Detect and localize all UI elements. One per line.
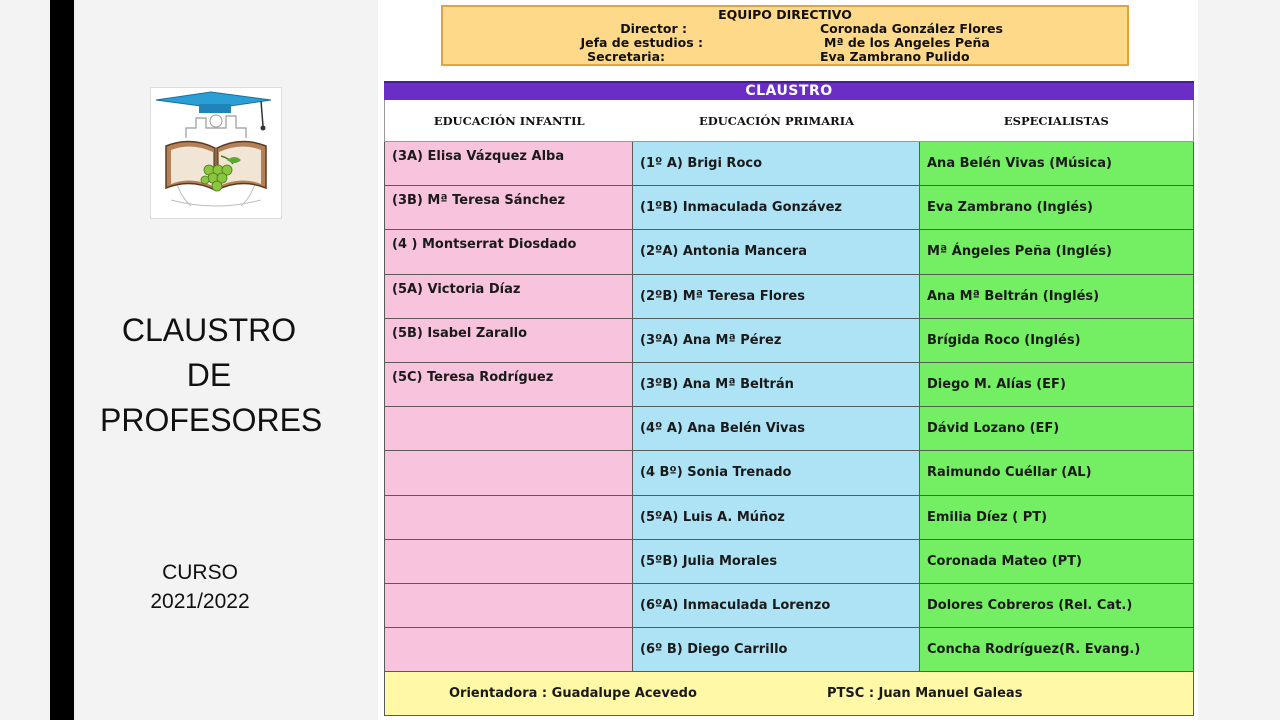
slide-title <box>100 308 323 443</box>
cell-primaria: (4º A) Ana Belén Vivas <box>633 407 920 451</box>
table-row <box>384 186 1194 230</box>
cell-primaria: (5ºB) Julia Morales <box>633 540 920 584</box>
cell-primaria: (6ºA) Inmaculada Lorenzo <box>633 584 920 628</box>
cell-infantil <box>384 407 633 451</box>
right-margin <box>1198 0 1280 720</box>
table-row <box>384 540 1194 584</box>
header-infantil: EDUCACIÓN INFANTIL <box>433 113 585 128</box>
equipo-role: Secretaria: <box>587 49 665 64</box>
cell-infantil <box>384 628 633 672</box>
header-especialistas: ESPECIALISTAS <box>1003 113 1109 128</box>
cell-infantil: (3B) Mª Teresa Sánchez <box>384 186 633 230</box>
equipo-role: Jefa de estudios : <box>580 35 703 50</box>
table-row <box>384 230 1194 274</box>
cell-especialista: Eva Zambrano (Inglés) <box>920 186 1194 230</box>
claustro-title: CLAUSTRO <box>384 81 1194 100</box>
table-row <box>384 363 1194 407</box>
claustro-table <box>384 81 1194 716</box>
slide-title-line-1: CLAUSTRO <box>121 312 297 348</box>
cell-especialista: Emilia Díez ( PT) <box>920 496 1194 540</box>
curso-block <box>130 558 270 616</box>
equipo-name: Mª de los Angeles Peña <box>824 35 990 50</box>
slide-title-line-3: PROFESORES <box>100 402 323 438</box>
equipo-name: Eva Zambrano Pulido <box>820 49 970 64</box>
cell-infantil <box>384 451 633 495</box>
claustro-rows <box>384 142 1194 672</box>
equipo-row-jefa <box>443 36 1127 50</box>
cell-primaria: (5ºA) Luis A. Múñoz <box>633 496 920 540</box>
school-logo <box>150 87 282 219</box>
cell-especialista: Ana Mª Beltrán (Inglés) <box>920 275 1194 319</box>
cell-especialista: Coronada Mateo (PT) <box>920 540 1194 584</box>
cell-primaria: (2ºB) Mª Teresa Flores <box>633 275 920 319</box>
footer-orientadora: Orientadora : Guadalupe Acevedo <box>449 686 697 702</box>
cell-especialista: Dávid Lozano (EF) <box>920 407 1194 451</box>
cell-especialista: Raimundo Cuéllar (AL) <box>920 451 1194 495</box>
equipo-directivo-box <box>441 5 1129 66</box>
table-row <box>384 275 1194 319</box>
cell-infantil <box>384 496 633 540</box>
table-row <box>384 142 1194 186</box>
table-row <box>384 319 1194 363</box>
cell-infantil: (5A) Victoria Díaz <box>384 275 633 319</box>
table-row <box>384 628 1194 672</box>
cell-infantil <box>384 584 633 628</box>
cell-primaria: (1ºB) Inmaculada Gonzávez <box>633 186 920 230</box>
cell-especialista: Diego M. Alías (EF) <box>920 363 1194 407</box>
equipo-row-director <box>443 22 1127 36</box>
equipo-row-secretaria <box>443 50 1127 64</box>
cell-infantil: (4 ) Montserrat Diosdado <box>384 230 633 274</box>
cell-infantil: (5C) Teresa Rodríguez <box>384 363 633 407</box>
cell-especialista: Brígida Roco (Inglés) <box>920 319 1194 363</box>
slide-title-line-2: DE <box>186 357 232 393</box>
cell-especialista: Dolores Cobreros (Rel. Cat.) <box>920 584 1194 628</box>
equipo-title: EQUIPO DIRECTIVO <box>718 7 852 22</box>
school-logo-graphic <box>151 88 281 218</box>
table-row <box>384 584 1194 628</box>
table-row <box>384 496 1194 540</box>
equipo-role: Director : <box>620 21 687 36</box>
cell-infantil <box>384 540 633 584</box>
table-row <box>384 407 1194 451</box>
cell-infantil: (3A) Elisa Vázquez Alba <box>384 142 633 186</box>
claustro-footer <box>384 672 1194 716</box>
claustro-header-row <box>384 100 1194 142</box>
cell-primaria: (2ºA) Antonia Mancera <box>633 230 920 274</box>
cell-primaria: (4 Bº) Sonia Trenado <box>633 451 920 495</box>
cell-especialista: Ana Belén Vivas (Música) <box>920 142 1194 186</box>
cell-especialista: Concha Rodríguez(R. Evang.) <box>920 628 1194 672</box>
cell-primaria: (3ºA) Ana Mª Pérez <box>633 319 920 363</box>
header-primaria: EDUCACIÓN PRIMARIA <box>699 113 855 128</box>
equipo-name: Coronada González Flores <box>820 21 1003 36</box>
table-row <box>384 451 1194 495</box>
cell-especialista: Mª Ángeles Peña (Inglés) <box>920 230 1194 274</box>
cell-primaria: (6º B) Diego Carrillo <box>633 628 920 672</box>
curso-label: CURSO <box>162 561 238 584</box>
cell-primaria: (3ºB) Ana Mª Beltrán <box>633 363 920 407</box>
curso-year: 2021/2022 <box>150 590 250 613</box>
footer-ptsc: PTSC : Juan Manuel Galeas <box>827 686 1023 702</box>
cell-primaria: (1º A) Brigi Roco <box>633 142 920 186</box>
left-black-bar <box>50 0 74 720</box>
cell-infantil: (5B) Isabel Zarallo <box>384 319 633 363</box>
